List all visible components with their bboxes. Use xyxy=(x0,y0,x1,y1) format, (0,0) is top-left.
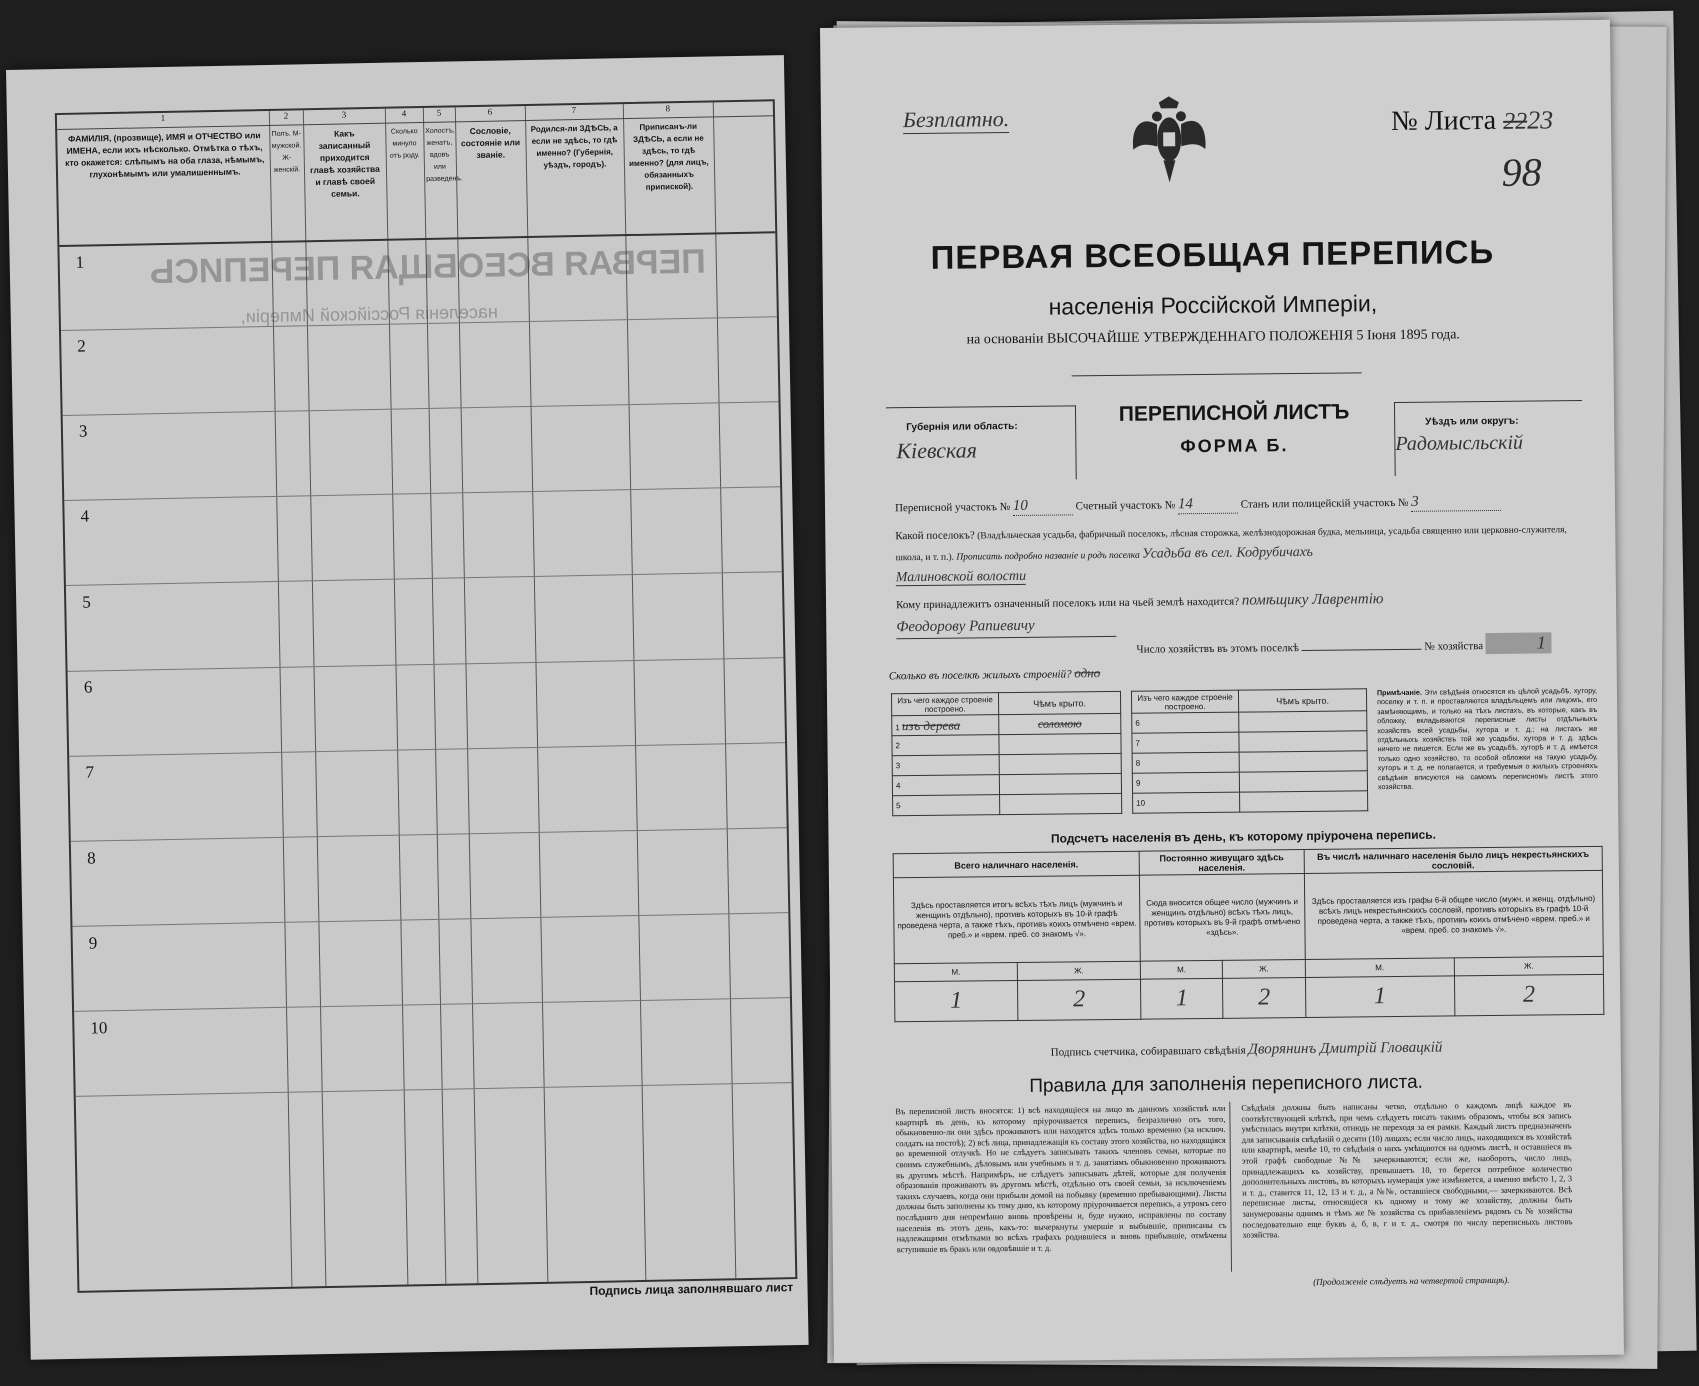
province-box xyxy=(886,405,1077,481)
left-page xyxy=(6,55,809,1360)
header-registered: Приписанъ-ли ЗДѢСЬ, а если не здѣсь, то гдѣ именно? (для лицъ, обязанныхъ припиской). xyxy=(628,121,709,192)
district-box xyxy=(1394,400,1583,476)
census-section-value[interactable]: 10 xyxy=(1013,497,1073,516)
row-number: 7 xyxy=(85,762,95,782)
district-value[interactable]: Радомысльскій xyxy=(1395,431,1524,455)
owner-value[interactable]: помѣщику Лаврентію xyxy=(1241,591,1384,609)
free-label: Безплатно. xyxy=(902,106,1010,133)
province-label: Губернія или область: xyxy=(906,420,1018,434)
column-number: 7 xyxy=(571,105,577,116)
bleed-through-title: ПЕРВАЯ ВСЕОБЩАЯ ПЕРЕПИСЬ xyxy=(149,242,707,292)
left-signature-label: Подпись лица заполнявшаго лист xyxy=(589,1280,794,1299)
building-material-value: изъ дерева xyxy=(901,717,961,733)
bleed-through-subtitle: населенія Россійской Имперіи, xyxy=(240,301,499,327)
owner-block: Кому принадлежитъ означенный поселокъ или на чьей землѣ находится? помѣщику Лаврентію Феодорову Рапиевичу xyxy=(896,586,1596,639)
form-letter: ФОРМА Б. xyxy=(1180,435,1289,457)
buildings-note: Примѣчаніе. Эти свѣдѣнія относятся къ цѣлой усадьбѣ, хутору, поселку и т. п. и проставляются владѣльцемъ или лицомъ, его замѣняющимъ, и только на тѣхъ листахъ, въ которые, какъ въ обложку, вкладываются переписные листы отдѣльныхъ хозяйствъ всей усадьбы, хутора и т. д.; на листахъ же отдѣльныхъ хозяйствъ той же усадьбы, хутора и т. д. здѣсь ничего не пишется. Если же въ усадьбѣ, хуторѣ и т. д. имѣется только одно хозяйство, то особой обложки на такую усадьбу, хуторъ и т. д. не полагается, и требуемыя о жилыхъ строеніяхъ свѣдѣнія вписуются на самомъ переписномъ листѣ этого хозяйства. xyxy=(1376,685,1598,792)
enumerator-signature[interactable]: Дворянинъ Дмитрій Гловацкій xyxy=(1248,1039,1443,1058)
nonpeasant-female-value[interactable]: 2 xyxy=(1454,974,1604,1016)
header-birthplace: Родился-ли ЗДѢСЬ, а если не здѣсь, то гдѣ именно? (Губернія, уѣздъ, городъ). xyxy=(530,123,618,170)
column-number: 5 xyxy=(436,107,442,118)
header-age: Сколько минуло отъ роду. xyxy=(389,128,420,160)
population-count-table: Всего наличнаго населенія. Постоянно живущаго здѣсь населенія. Въ числѣ наличнаго населенія было лицъ некрестьянскихъ сословій. Здѣсь проставляется итогъ всѣхъ тѣхъ лицъ (мужчинъ и женщинъ отдѣльно), противъ которыхъ въ 10-й графѣ проведена черта, а также тѣхъ, противъ коихъ отмѣчено «врем. преб.» и «врем. преб. со знакомъ √». Сюда вносится общее число (мужчинъ и женщинъ отдѣльно) всѣхъ тѣхъ лицъ, противъ которыхъ въ 9-й графѣ отмѣчено «здѣсь». Здѣсь проставляется изъ графы 6-й общее число (мужч. и женщ. отдѣльно) всѣхъ лицъ некрестьянскихъ сословій, противъ которыхъ въ графѣ 10-й проведена черта, а также тѣхъ, противъ коихъ отмѣчено «врем. преб.» и «врем. преб. со знакомъ √». М. Ж. М. Ж. М. Ж. 1 2 1 2 1 2 xyxy=(893,846,1605,1022)
census-form-page xyxy=(820,20,1624,1363)
form-basis: на основаніи ВЫСОЧАЙШЕ УТВЕРЖДЕННАГО ПОЛОЖЕНІЯ 5 Іюня 1895 года. xyxy=(966,327,1460,348)
column-number: 2 xyxy=(283,110,289,121)
form-main-title: ПЕРВАЯ ВСЕОБЩАЯ ПЕРЕПИСЬ xyxy=(930,232,1495,276)
resident-female-value[interactable]: 2 xyxy=(1223,977,1306,1018)
sections-line: Переписной участокъ № 10 Счетный участокъ № 14 Станъ или полицейскій участокъ № 3 xyxy=(895,492,1595,517)
row-number: 8 xyxy=(86,848,96,868)
header-name: ФАМИЛІЯ, (прозвище), ИМЯ и ОТЧЕСТВО или ИМЕНА, если ихъ нѣсколько. Отмѣтка о тѣхъ, кто окажется: слѣпымъ на оба глаза, нѣмымъ, глухонѣмымъ или умалишеннымъ. xyxy=(65,130,265,180)
row-number: 5 xyxy=(82,592,91,612)
household-table xyxy=(55,99,798,1293)
rules-left-column: Въ переписной листъ вносятся: 1) всѣ находящіеся на лицо въ данномъ хозяйствѣ или квартирѣ въ день, къ которому пріурочивается перепись, безразлично отъ того, обыкновенно-ли они здѣсь проживаютъ или находятся здѣсь только временно (за исключ. солдатъ на постоѣ); 2) всѣ лица, принадлежащія къ составу этого хозяйства, но находящіяся во временной отлучкѣ. Но не слѣдуетъ записывать такихъ членовъ семьи, которые по своимъ служебнымъ, дѣловымъ или учебнымъ и т. д. занятіямъ обыкновенно проживаютъ въ другомъ мѣстѣ. Напримѣръ, не слѣдуетъ записывать дѣтей, которые для полученія образованія проживаютъ въ другомъ мѣстѣ, отдѣльно отъ своей семьи, за исключеніемъ такихъ случаевъ, когда они прибыли домой на побывку (временно пребывающими). Листы должны быть заполнены къ тому дню, къ которому пріурочивается перепись, а утромъ сего послѣдняго дня непремѣнно вновь провѣрены и, буде нужно, исправлены по составу населенія въ этотъ день, какъ-то: вычеркнуты умершіе и выбывшіе, приписаны съ надлежащими отмѣтками во всѣхъ графахъ родившіеся и вновь прибывшіе, отмѣчены вступившіе въ бракъ или овдовѣвшіе и т. д. xyxy=(895,1103,1227,1254)
district-label: Уѣздъ или округъ: xyxy=(1425,415,1519,428)
column-number: 1 xyxy=(160,112,166,124)
sheet-number-crossed: 22 xyxy=(1503,108,1528,135)
header-relation: Какъ записанный приходится главѣ хозяйства и главѣ своей семьи. xyxy=(309,128,380,199)
households-line: Число хозяйствъ въ этомъ поселкѣ № хозяйства 1 xyxy=(1136,632,1606,658)
buildings-table-right: Изъ чего каждое строеніе построено. Чѣмъ крыто. 6 7 8 9 10 xyxy=(1131,688,1368,813)
column-number: 3 xyxy=(341,109,347,120)
police-section-value[interactable]: 3 xyxy=(1411,493,1501,512)
buildings-line: Сколько въ поселкѣ жилыхъ строеній? одно xyxy=(888,665,1101,683)
row-number: 10 xyxy=(90,1018,108,1038)
archive-number: 98 xyxy=(1501,149,1542,195)
form-title: ПЕРЕПИСНОЙ ЛИСТЪ xyxy=(1118,400,1350,426)
count-title: Подсчетъ населенія въ день, къ которому пріурочена перепись. xyxy=(1050,827,1437,846)
continued-note: (Продолженіе слѣдуетъ на четвертой страницѣ). xyxy=(1313,1274,1510,1287)
resident-male-value[interactable]: 1 xyxy=(1141,978,1224,1019)
settlement-block: Какой поселокъ? (Владѣльческая усадьба, фабричный поселокъ, лѣсная сторожка, желѣзнодорожная будка, мельница, усадьба священно или церковно-служителя, школа, и т. п.). Прописать подробно названіе и родъ поселка Усадьба въ сел. Кодрубичахъ Малиновской волости xyxy=(895,525,1567,586)
total-male-value[interactable]: 1 xyxy=(894,980,1017,1021)
total-female-value[interactable]: 2 xyxy=(1018,979,1141,1020)
row-number: 9 xyxy=(88,933,98,953)
sheet-number-value: 23 xyxy=(1526,105,1554,135)
buildings-table-left: Изъ чего каждое строеніе построено. Чѣмъ крыто. 1 изъ дерева соломою 2 3 4 5 xyxy=(891,691,1122,816)
form-subtitle: населенія Россійской Имперіи, xyxy=(1048,290,1378,320)
header-sex: Полъ. М-мужской. Ж-женскій. xyxy=(271,130,302,174)
settlement-value[interactable]: Усадьба въ сел. Кодрубичахъ xyxy=(1142,544,1313,562)
owner-value-2[interactable]: Феодорову Рапиевичу xyxy=(896,614,1116,639)
column-number: 4 xyxy=(401,108,407,119)
column-number: 8 xyxy=(665,103,671,114)
header-estate: Сословіе, состояніе или званіе. xyxy=(460,125,521,160)
header-marital: Холостъ, женатъ, вдовъ или разведенъ. xyxy=(425,127,463,183)
rules-title: Правила для заполненія переписного листа. xyxy=(1029,1071,1424,1097)
settlement-value-2[interactable]: Малиновской волости xyxy=(895,568,1027,586)
row-number: 4 xyxy=(80,506,90,526)
row-number: 3 xyxy=(78,421,88,441)
sheet-number-label: № Листа 2223 xyxy=(1390,104,1554,138)
rules-right-column: Свѣдѣнія должны быть написаны четко, отдѣльно о каждомъ лицѣ каждое въ соотвѣтствующей клѣткѣ, при чемъ слѣдуетъ писать такимъ образомъ, чтобы вся запись умѣстилась внутри клѣтки, отнюдь не переходя за ея рамки. Каждый листъ предназначенъ для записыванія свѣдѣній о десяти (10) лицахъ; если число лицъ, находящихся въ хозяйствѣ или квартирѣ, менѣе 10, то свѣдѣнія о нихъ умѣщаются на одномъ листѣ, и оставшіеся въ этой графѣ свободные №№ зачеркиваются; если же, наоборотъ, число лицъ, принадлежащихъ къ хозяйству, превышаетъ 10, то берется потребное количество дополнительныхъ листовъ, въ которыхъ нумерація уже измѣняется, а именно вмѣсто 1, 2, 3 и т. д., ставится 11, 12, 13 и т. д., а №№, оставшіеся свободными,— зачеркиваются. Всѣ переписные листы, относящіеся къ одному и тому же хозяйству, должны быть занумерованы однимъ и тѣмъ же № хозяйства съ прибавленіемъ рядомъ съ № хозяйства последовательно еще буквъ а, б, в, г и т. д., смотря по числу переписныхъ листовъ хозяйства. xyxy=(1241,1100,1573,1240)
household-number[interactable]: 1 xyxy=(1486,632,1552,654)
row-number: 6 xyxy=(83,677,93,697)
building-roof-value: соломою xyxy=(1037,716,1082,731)
nonpeasant-male-value[interactable]: 1 xyxy=(1305,976,1455,1018)
column-number: 6 xyxy=(487,106,493,117)
row-number: 2 xyxy=(77,336,86,356)
buildings-value[interactable]: одно xyxy=(1074,665,1101,681)
imperial-eagle-icon xyxy=(1129,94,1210,190)
count-section-value[interactable]: 14 xyxy=(1178,496,1238,515)
province-value[interactable]: Кіевская xyxy=(896,437,978,464)
row-number: 1 xyxy=(75,252,85,272)
enumerator-line: Подпись счетчика, собиравшаго свѣдѣнія Дворянинъ Дмитрій Гловацкій xyxy=(1050,1039,1443,1059)
